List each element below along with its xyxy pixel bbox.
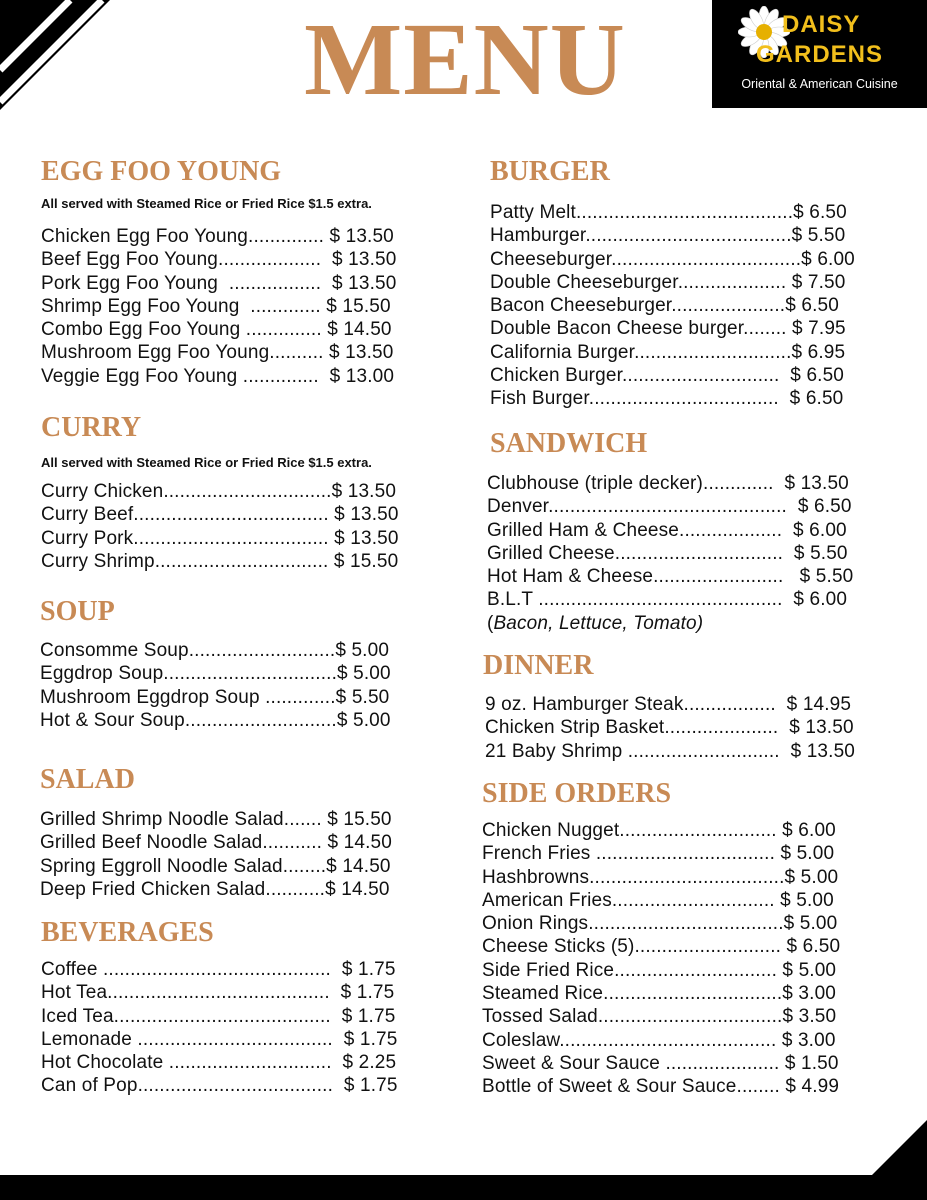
menu-item: Bottle of Sweet & Sour Sauce........ $ 4.99 <box>482 1076 840 1098</box>
menu-item: Iced Tea........................................ $ 1.75 <box>41 1005 396 1027</box>
menu-item: Double Cheeseburger.................... $ 7.50 <box>490 271 846 293</box>
menu-item: Coleslaw........................................ $ 3.00 <box>482 1029 836 1051</box>
menu-item: Combo Egg Foo Young .............. $ 14.50 <box>41 319 392 341</box>
menu-item-note <box>487 612 853 635</box>
item-list-beverages <box>41 958 398 1098</box>
menu-item: Eggdrop Soup................................$ 5.00 <box>40 663 391 685</box>
menu-item: Pork Egg Foo Young ................. $ 13.50 <box>41 272 397 294</box>
menu-item: 9 oz. Hamburger Steak................. $ 14.95 <box>485 694 852 715</box>
section-heading-soup: SOUP <box>40 596 115 627</box>
menu-item: B.L.T ............................................. $ 6.00 <box>487 589 848 611</box>
menu-item: Tossed Salad..................................$ 3.50 <box>482 1006 837 1028</box>
menu-item: Curry Shrimp................................ $ 15.50 <box>41 550 399 572</box>
menu-item: Coffee .......................................... $ 1.75 <box>41 959 396 980</box>
menu-item: Veggie Egg Foo Young .............. $ 13.00 <box>41 365 395 387</box>
menu-item: Hamburger......................................$ 5.50 <box>490 225 846 247</box>
menu-item: Beef Egg Foo Young................... $ 13.50 <box>41 249 397 271</box>
menu-title: MENU <box>304 2 626 117</box>
section-heading-dinner: DINNER <box>483 650 594 681</box>
section-heading-egg-foo-young: EGG FOO YOUNG <box>41 156 282 187</box>
menu-item: Steamed Rice.................................$ 3.00 <box>482 983 837 1005</box>
item-list-egg-foo-young <box>41 225 396 388</box>
menu-item: California Burger.............................$ 6.95 <box>490 341 846 363</box>
logo-name-line2: GARDENS <box>756 41 884 68</box>
menu-item: Chicken Burger............................. $ 6.50 <box>490 365 845 387</box>
menu-item: Mushroom Eggdrop Soup .............$ 5.50 <box>40 686 390 708</box>
menu-item: Hashbrowns....................................$ 5.00 <box>482 866 839 888</box>
note-paren: ( <box>487 612 494 634</box>
menu-item: 21 Baby Shrimp ............................ $ 13.50 <box>485 740 856 762</box>
section-heading-beverages: BEVERAGES <box>41 917 214 948</box>
menu-item: Grilled Beef Noodle Salad........... $ 14.50 <box>40 832 392 854</box>
menu-item: Hot Tea......................................... $ 1.75 <box>41 982 395 1004</box>
menu-item: Grilled Ham & Cheese................... $ 6.00 <box>487 519 847 541</box>
section-note: All served with Steamed Rice or Fried Rice $1.5 extra. <box>41 455 372 470</box>
item-list-soup <box>40 639 391 732</box>
menu-item: Denver............................................ $ 6.50 <box>487 496 852 518</box>
menu-item: Onion Rings....................................$ 5.00 <box>482 913 838 935</box>
menu-item: Hot & Sour Soup............................$ 5.00 <box>40 709 391 731</box>
menu-item: Cheeseburger...................................$ 6.00 <box>490 248 855 270</box>
logo-tagline: Oriental & American Cuisine <box>741 77 898 91</box>
menu-item: Hot Ham & Cheese........................ $ 5.50 <box>487 566 854 588</box>
section-note: All served with Steamed Rice or Fried Rice $1.5 extra. <box>41 196 372 211</box>
menu-item: Fish Burger................................... $ 6.50 <box>490 388 844 410</box>
menu-item: Shrimp Egg Foo Young ............. $ 15.50 <box>41 295 391 317</box>
section-heading-sandwich: SANDWICH <box>490 428 648 459</box>
menu-item: Can of Pop.................................... $ 1.75 <box>41 1075 398 1097</box>
menu-item: Grilled Shrimp Noodle Salad....... $ 15.50 <box>40 809 392 830</box>
item-list-side-orders <box>482 819 840 1099</box>
menu-item: Mushroom Egg Foo Young.......... $ 13.50 <box>41 342 394 364</box>
section-heading-side-orders: SIDE ORDERS <box>482 778 672 809</box>
menu-item: American Fries.............................. $ 5.00 <box>482 889 834 911</box>
logo-name-line1: DAISY <box>782 11 861 38</box>
menu-item: Deep Fried Chicken Salad...........$ 14.50 <box>40 878 390 900</box>
menu-item: Bacon Cheeseburger.....................$ 6.50 <box>490 295 839 317</box>
menu-item: Chicken Nugget............................. $ 6.00 <box>482 820 836 841</box>
menu-item: Curry Pork.................................... $ 13.50 <box>41 527 399 549</box>
menu-item: Patty Melt........................................$ 6.50 <box>490 202 847 223</box>
menu-item: Grilled Cheese............................... $ 5.50 <box>487 542 848 564</box>
menu-item: Spring Eggroll Noodle Salad........$ 14.50 <box>40 855 391 877</box>
menu-item: Chicken Strip Basket..................... $ 13.50 <box>485 717 854 739</box>
item-list-burger <box>490 201 855 411</box>
item-list-sandwich <box>487 472 853 635</box>
item-list-curry <box>41 480 399 573</box>
menu-item: Cheese Sticks (5)........................... $ 6.50 <box>482 936 841 958</box>
menu-item: Curry Chicken...............................$ 13.50 <box>41 481 397 502</box>
menu-item: Chicken Egg Foo Young.............. $ 13.50 <box>41 226 394 247</box>
item-list-dinner <box>485 693 855 763</box>
restaurant-logo <box>712 0 927 108</box>
menu-item: Consomme Soup...........................$ 5.00 <box>40 640 390 661</box>
menu-item: Hot Chocolate .............................. $ 2.25 <box>41 1052 397 1074</box>
menu-item: Side Fried Rice.............................. $ 5.00 <box>482 959 837 981</box>
blt-description: Bacon, Lettuce, Tomato) <box>493 612 704 634</box>
item-list-salad <box>40 808 392 901</box>
menu-item: Double Bacon Cheese burger........ $ 7.95 <box>490 318 846 340</box>
menu-item: French Fries ................................. $ 5.00 <box>482 843 835 865</box>
menu-item: Lemonade .................................... $ 1.75 <box>41 1028 398 1050</box>
menu-item: Curry Beef.................................... $ 13.50 <box>41 504 399 526</box>
section-heading-curry: CURRY <box>41 412 142 443</box>
section-heading-salad: SALAD <box>40 764 135 795</box>
menu-item: Sweet & Sour Sauce ..................... $ 1.50 <box>482 1052 839 1074</box>
section-heading-burger: BURGER <box>490 156 610 187</box>
corner-stripe-decoration <box>0 0 110 110</box>
menu-item: Clubhouse (triple decker)............. $ 13.50 <box>487 473 849 494</box>
